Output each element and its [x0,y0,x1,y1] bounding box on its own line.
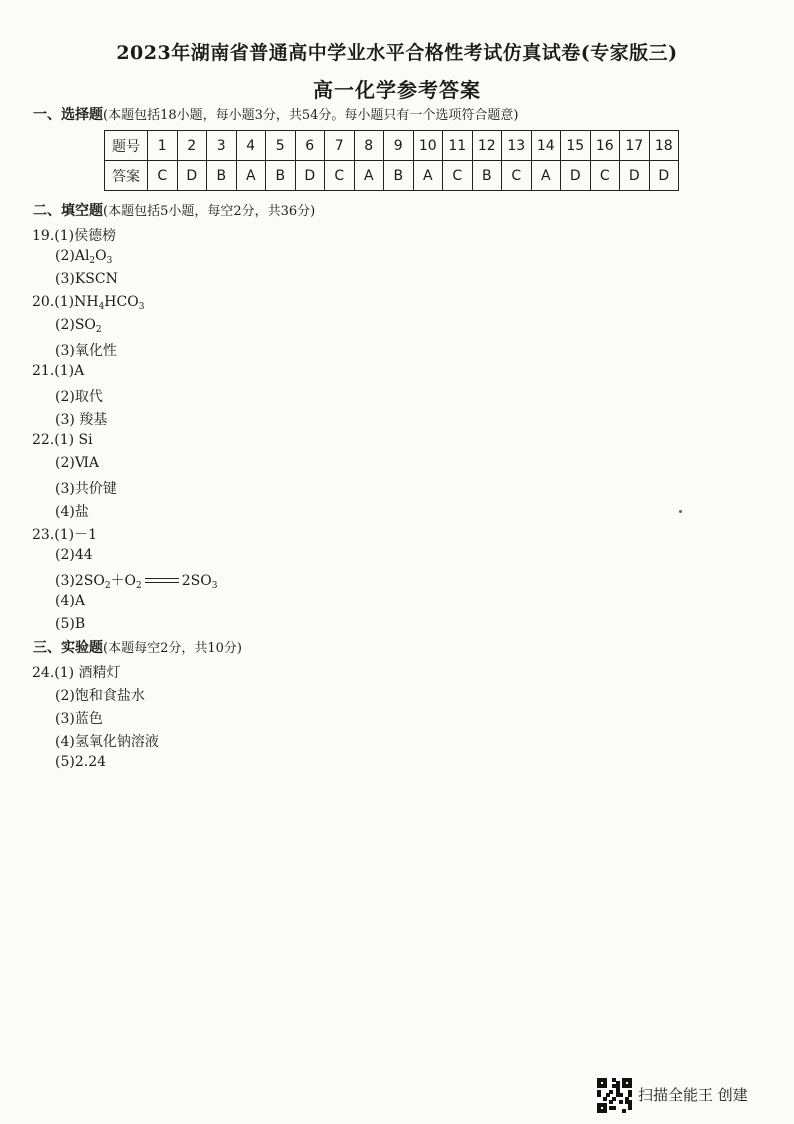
section-2-heading [33,200,315,220]
answer-cell: B [384,161,414,191]
question-number-cell: 7 [325,131,355,161]
question-number-cell: 5 [266,131,296,161]
answer-cell: C [502,161,532,191]
question-number-row [105,131,679,161]
answer-cell: A [531,161,561,191]
question-number-cell: 13 [502,131,532,161]
section-2-title: 二、填空题 [33,203,103,219]
question-number-cell: 17 [620,131,650,161]
exam-title: 2023年湖南省普通高中学业水平合格性考试仿真试卷(专家版三) [116,42,678,64]
answer-text: 2SO [181,573,212,589]
answer-24-3: (3)蓝色 [55,711,103,727]
section-1-note: (本题包括18小题，每小题3分，共54分。每小题只有一个选项符合题意) [103,108,519,123]
qr-code-icon [597,1078,631,1112]
section-3-title: 三、实验题 [33,640,103,656]
answer-23-4: (4)A [55,593,85,609]
question-number-cell: 14 [531,131,561,161]
question-number-cell: 4 [236,131,266,161]
answer-cell: C [590,161,620,191]
question-23 [32,524,97,544]
answer-19-1: (1)侯德榜 [54,228,117,244]
question-22 [32,432,93,448]
answer-22-1: (1) Si [54,432,93,448]
question-number: 21. [32,363,55,379]
answer-21-1: (1)A [54,363,85,379]
question-number-label: 题号 [105,131,148,161]
answer-cell: B [207,161,237,191]
answer-20-3: (3)氧化性 [55,343,117,359]
question-number: 23. [32,527,55,543]
answer-cell: C [325,161,355,191]
answer-24-2: (2)饱和食盐水 [55,688,145,704]
answer-cell: A [413,161,443,191]
question-24 [32,662,121,682]
question-number-cell: 12 [472,131,502,161]
section-2-note: (本题包括5小题，每空2分，共36分) [103,204,316,219]
answer-24-4: (4)氢氧化钠溶液 [55,734,159,750]
answer-cell: D [649,161,679,191]
answer-19-2 [55,248,112,266]
answer-cell: D [295,161,325,191]
answer-cell: B [266,161,296,191]
answer-cell: B [472,161,502,191]
answer-row [105,161,679,191]
scan-speck [679,510,682,513]
question-number-cell: 10 [413,131,443,161]
subscript: 2 [95,325,102,335]
answer-24-5: (5)2.24 [55,754,107,770]
answer-cell: A [354,161,384,191]
question-21 [32,363,84,379]
answer-22-2: (2)ⅥA [55,455,100,471]
question-number-cell: 18 [649,131,679,161]
answer-19-3: (3)KSCN [55,271,118,287]
answer-text: O [95,248,107,264]
question-number-cell: 1 [148,131,178,161]
subscript: 4 [98,302,105,312]
question-number-cell: 8 [354,131,384,161]
answer-23-3 [55,570,217,591]
section-1-heading [33,104,519,124]
answer-24-1: (1) 酒精灯 [54,665,121,681]
answer-cell: C [148,161,178,191]
answer-key-subtitle: 高一化学参考答案 [313,78,481,102]
question-number: 20. [32,294,55,310]
answer-21-3: (3) 羧基 [55,412,108,428]
answer-label: 答案 [105,161,148,191]
answer-23-1: (1)－1 [54,527,98,543]
answer-20-2 [55,317,102,335]
answer-text: (2)SO [55,317,96,333]
question-number: 22. [32,432,55,448]
answer-22-3: (3)共价键 [55,481,117,497]
question-number-cell: 15 [561,131,591,161]
question-number-cell: 11 [443,131,473,161]
answer-text: HCO [104,294,139,310]
answer-cell: D [177,161,207,191]
section-3-heading [33,637,242,657]
answer-text: (2)Al [55,248,90,264]
question-number: 19. [32,228,55,244]
answer-text: (1)NH [54,294,99,310]
subscript: 2 [136,581,142,591]
subscript: 3 [138,302,145,312]
section-3-note: (本题每空2分，共10分) [103,641,242,656]
subscript: 2 [89,256,96,266]
answer-22-4: (4)盐 [55,504,89,520]
question-number-cell: 16 [590,131,620,161]
answer-cell: A [236,161,266,191]
answer-cell: D [620,161,650,191]
answer-text: ＋O [110,573,137,589]
answer-text: (3)2SO [55,573,105,589]
question-19 [32,225,116,245]
question-number-cell: 6 [295,131,325,161]
subscript: 2 [104,581,111,591]
answer-23-5: (5)B [55,616,86,632]
answer-21-2: (2)取代 [55,389,103,405]
question-number: 24. [32,665,55,681]
answer-cell: C [443,161,473,191]
reversible-arrow-icon [145,576,179,586]
question-number-cell: 2 [177,131,207,161]
question-number-cell: 3 [207,131,237,161]
question-20 [32,294,144,312]
scanner-watermark: 扫描全能王 创建 [638,1086,748,1104]
subscript: 3 [211,581,218,591]
answer-cell: D [561,161,591,191]
section-1-title: 一、选择题 [33,107,103,123]
subscript: 3 [106,256,113,266]
answer-23-2: (2)44 [55,547,93,563]
multiple-choice-answer-table [104,130,679,191]
question-number-cell: 9 [384,131,414,161]
